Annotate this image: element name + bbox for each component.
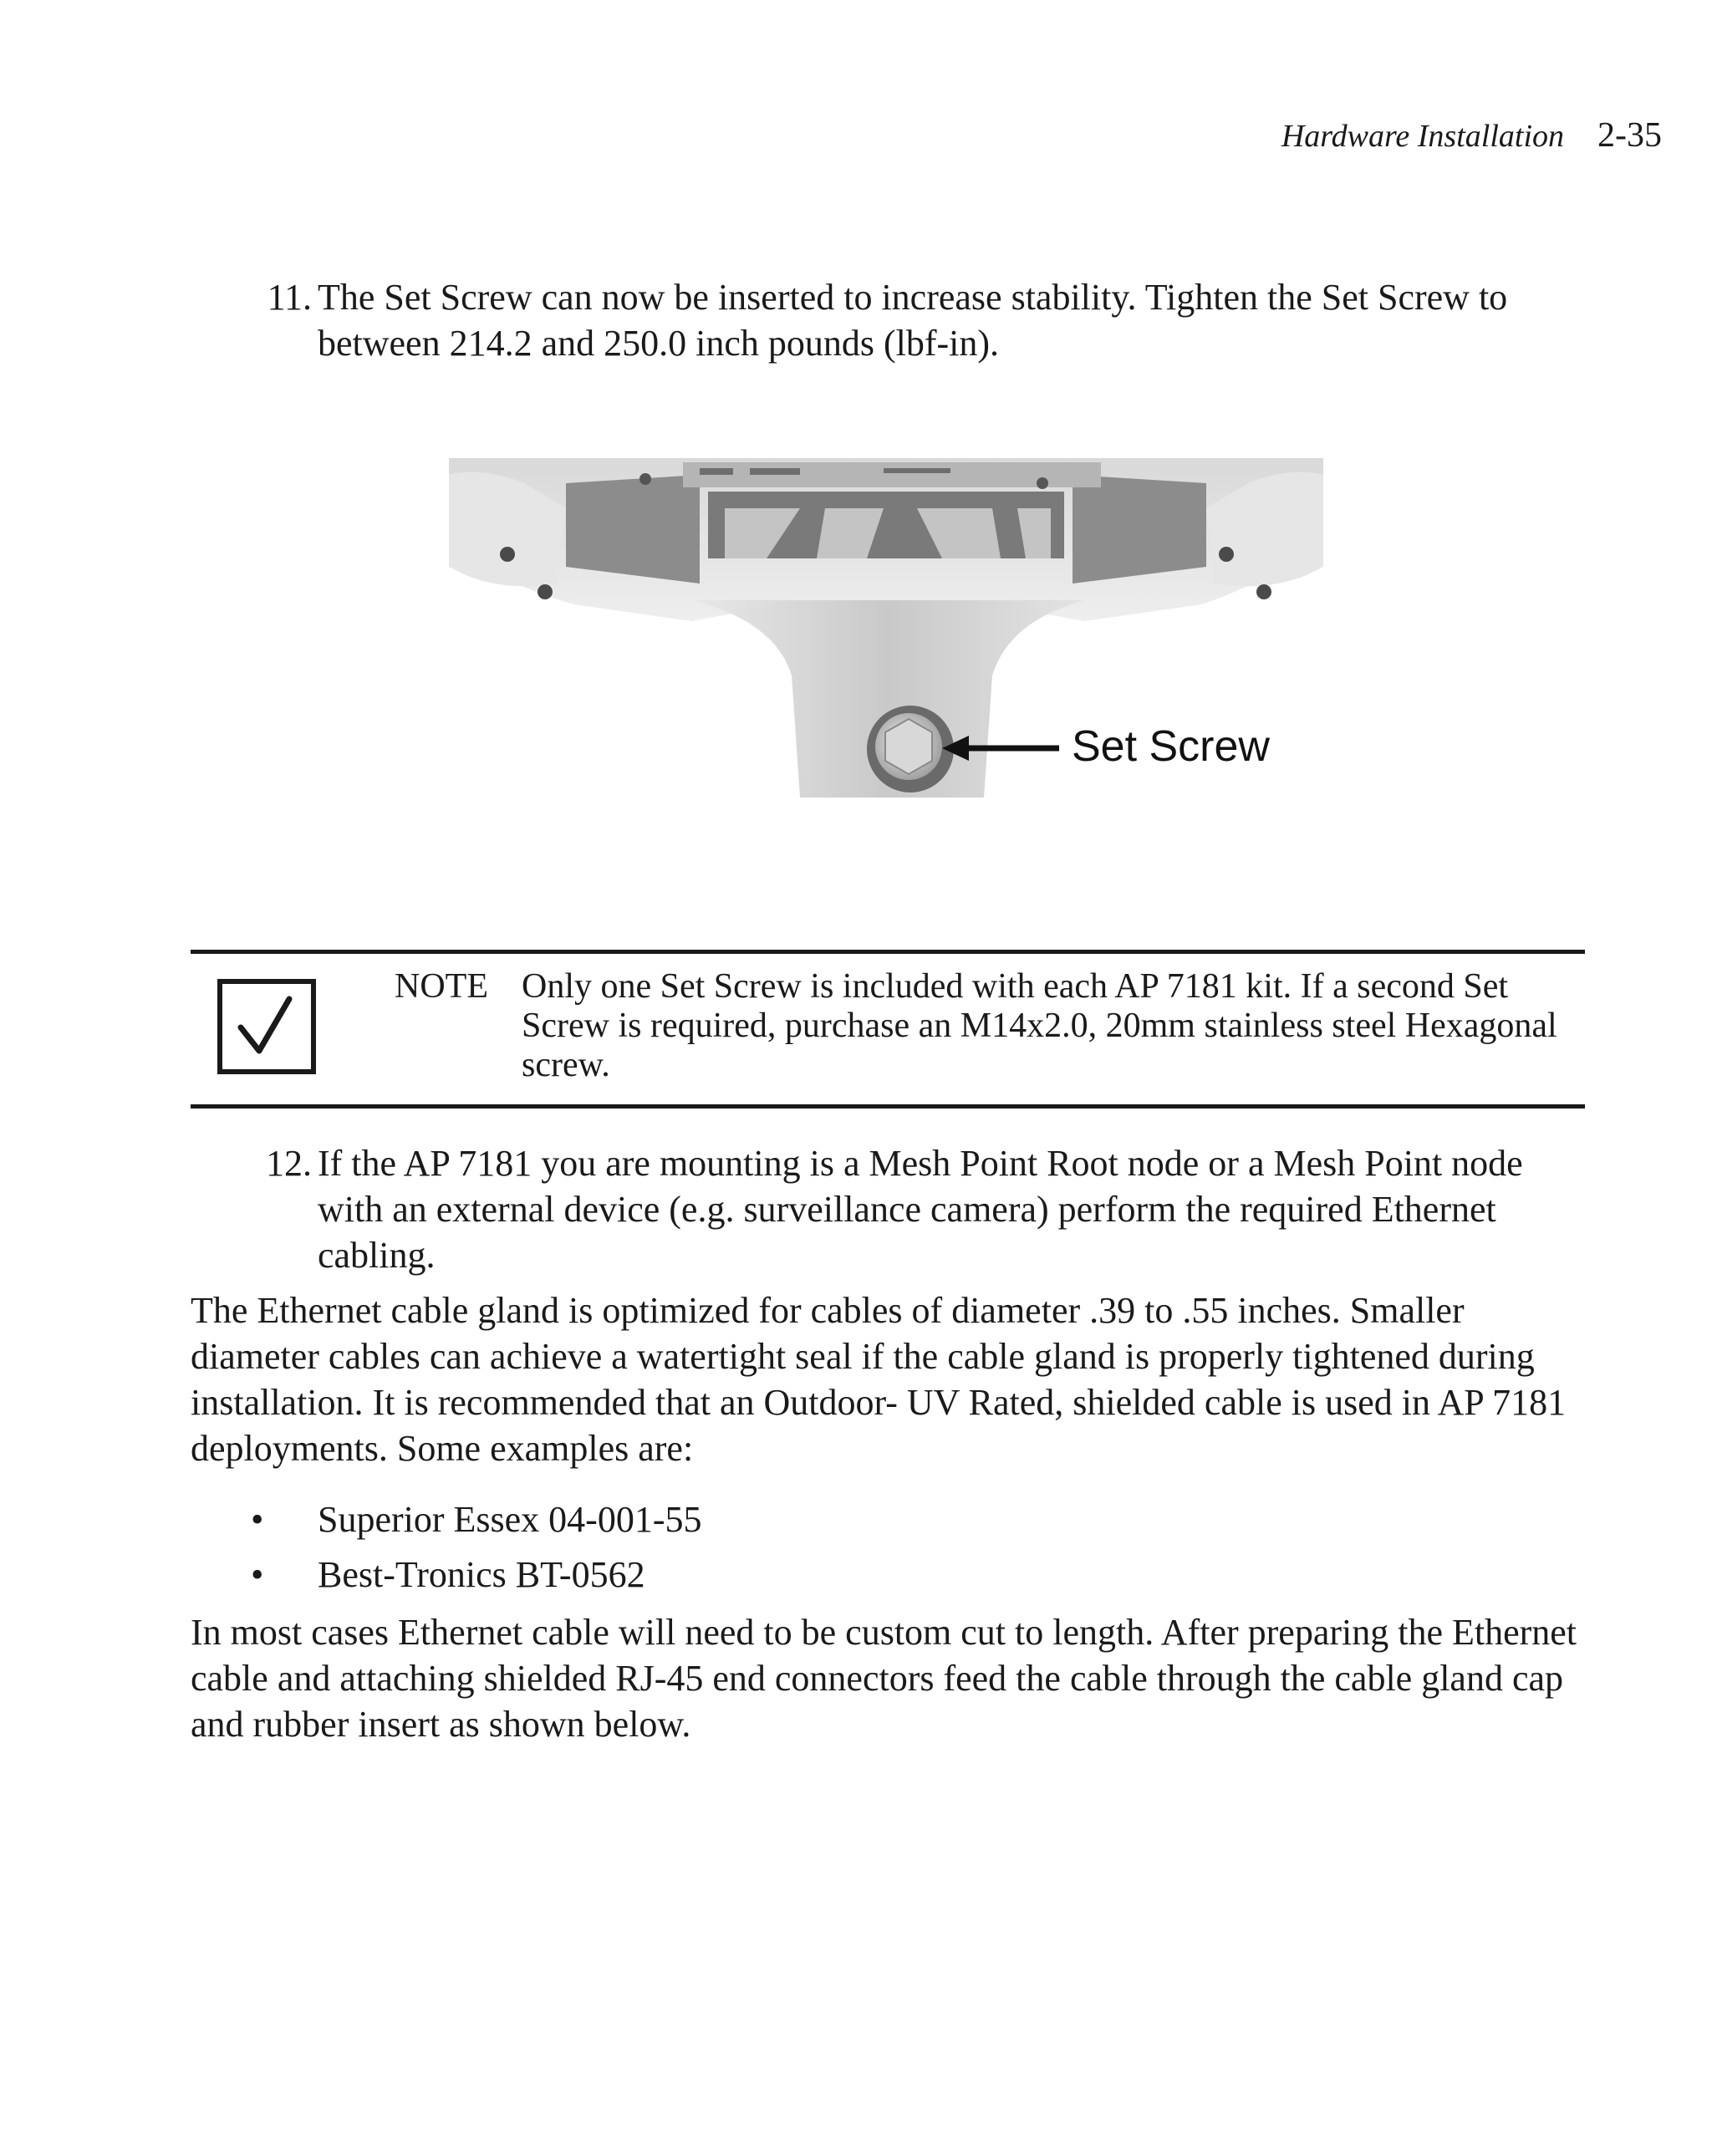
list-item (191, 1496, 1595, 1552)
note-box (191, 950, 1585, 1109)
note-label: NOTE (395, 967, 488, 1006)
bullet-mark: • (251, 1554, 264, 1595)
header-section-title: Hardware Installation (1281, 119, 1564, 154)
cable-preparation-paragraph: In most cases Ethernet cable will need to be custom cut to length. After preparing the Ethernet cable and attaching shielded RJ-45 end connectors feed the cable through the cable gland cap and rubber insert as shown below. (191, 1612, 1577, 1745)
checkmark-icon (217, 979, 316, 1074)
step-number: 11. (267, 277, 312, 318)
bullet-mark: • (251, 1499, 264, 1540)
note-text: Only one Set Screw is included with each AP 7181 kit. If a second Set Screw is required, purchase an M14x2.0, 20mm stainless steel Hexagonal screw. (522, 967, 1557, 1084)
bullet-text: Best-Tronics BT-0562 (318, 1554, 645, 1595)
step-text: If the AP 7181 you are mounting is a Mesh Point Root node or a Mesh Point node with an external device (e.g. surveillance camera) perform the required Ethernet cabling. (318, 1143, 1523, 1276)
page-header (1281, 115, 1662, 155)
step-text: The Set Screw can now be inserted to increase stability. Tighten the Set Screw to between 214.2 and 250.0 inch pounds (lbf-in). (318, 277, 1508, 364)
list-item (191, 1552, 1595, 1607)
step-number: 12. (266, 1143, 312, 1184)
cable-examples-list (191, 1496, 1595, 1607)
bullet-text: Superior Essex 04-001-55 (318, 1499, 702, 1540)
step-11 (191, 274, 1595, 366)
step-12 (191, 1140, 1595, 1278)
cable-gland-paragraph: The Ethernet cable gland is optimized for cables of diameter .39 to .55 inches. Smaller diameter cables can achieve a watertight seal if the cable gland is properly tightened during installation. It is recommended that an Outdoor- UV Rated, shielded cable is used in AP 7181 deployments. Some examples are: (191, 1290, 1567, 1469)
figure-callout-label: Set Screw (1072, 722, 1270, 771)
header-page-number: 2-35 (1597, 116, 1662, 155)
set-screw-figure (449, 458, 1323, 798)
mount-bracket-illustration (449, 458, 1323, 798)
